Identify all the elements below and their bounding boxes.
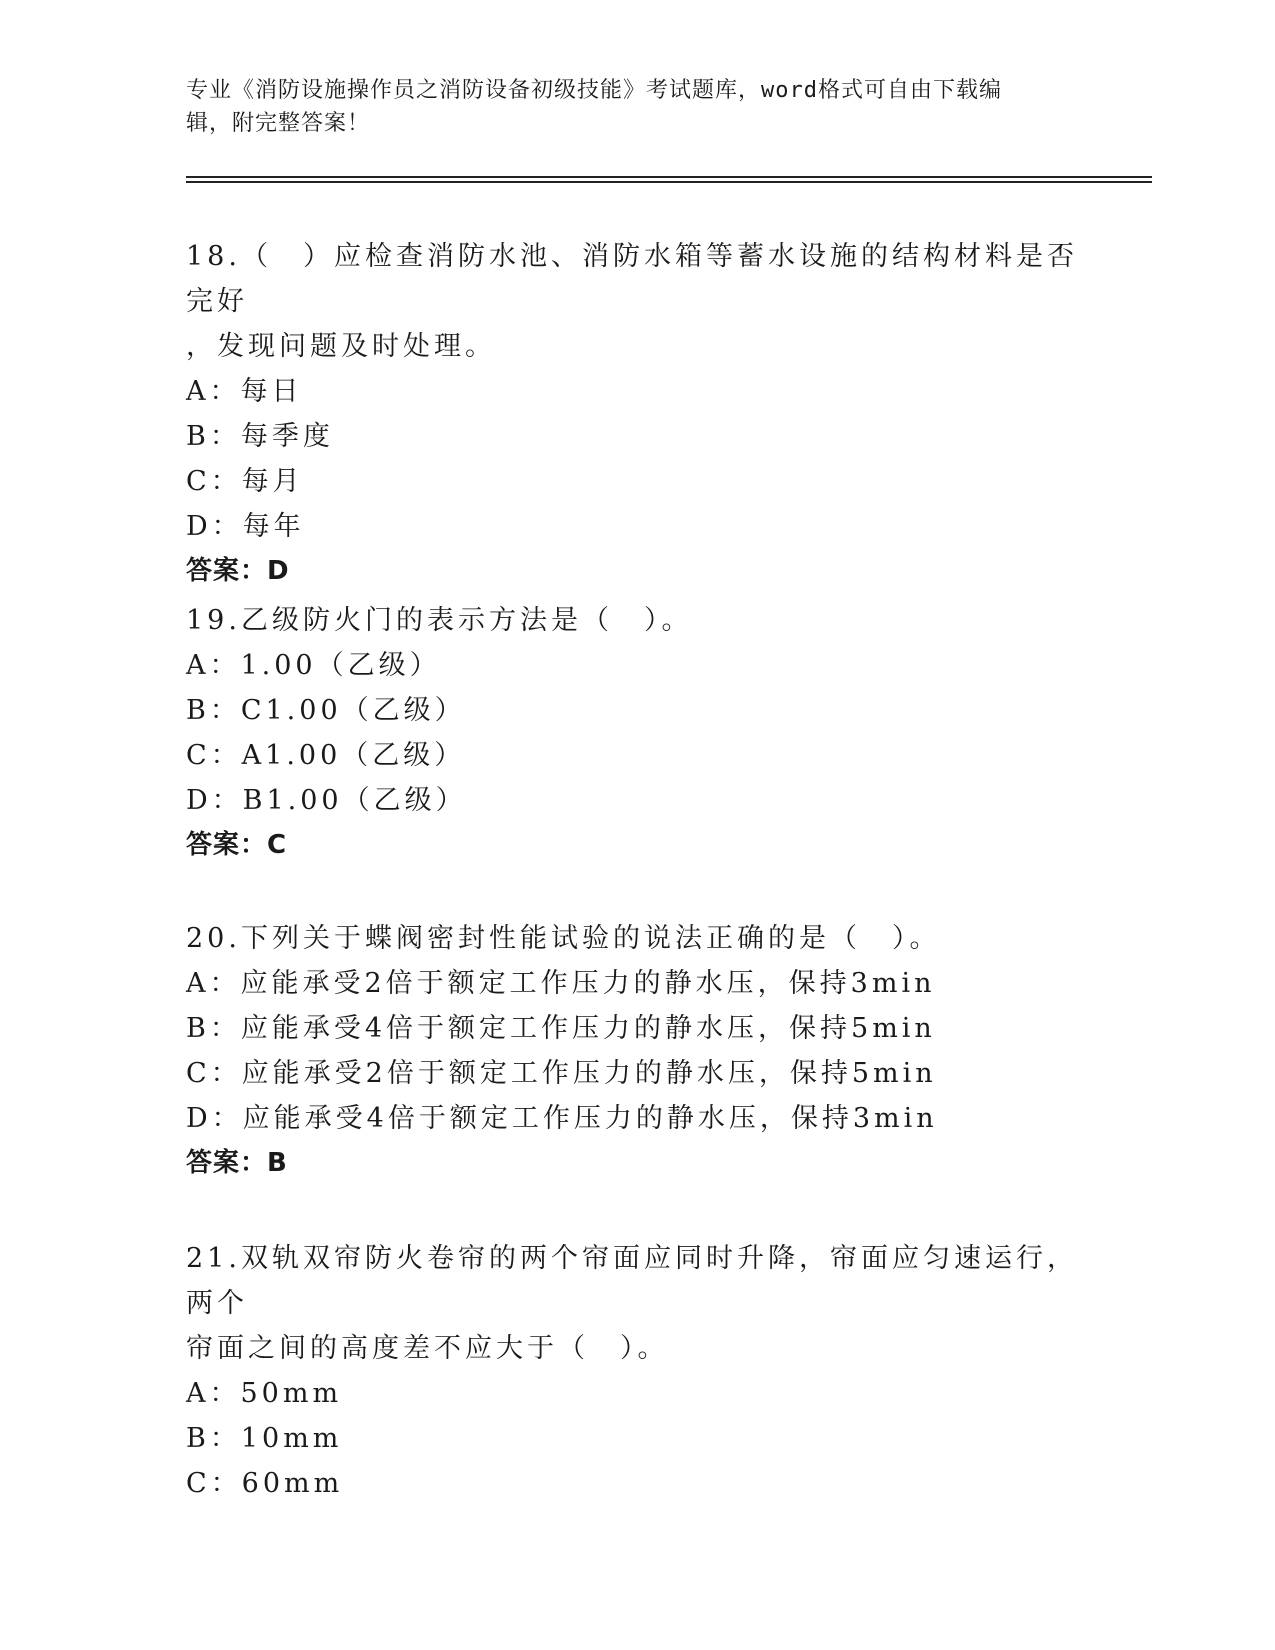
option-d: D：应能承受4倍于额定工作压力的静水压，保持3min	[186, 1103, 938, 1134]
header-divider-top	[186, 176, 1152, 178]
option-c: C：应能承受2倍于额定工作压力的静水压，保持5min	[186, 1058, 937, 1089]
option-d: D：每年	[186, 511, 305, 542]
question-stem-line-1: 19.乙级防火门的表示方法是（ ）。	[186, 605, 693, 636]
header-line-1: 专业《消防设施操作员之消防设备初级技能》考试题库，word格式可自由下载编	[186, 78, 1002, 103]
option-b: B：应能承受4倍于额定工作压力的静水压，保持5min	[186, 1013, 936, 1044]
question-stem-line-2: 帘面之间的高度差不应大于（ ）。	[186, 1333, 669, 1364]
option-b: B：10mm	[186, 1423, 343, 1454]
option-d: D：B1.00（乙级）	[186, 785, 467, 816]
header-divider-bottom	[186, 181, 1152, 183]
answer-text: 答案：C	[186, 830, 288, 860]
option-c: C：每月	[186, 466, 304, 497]
option-b: B：C1.00（乙级）	[186, 695, 466, 726]
header-line-2: 辑，附完整答案！	[186, 111, 371, 136]
question-stem-line-1: 21.双轨双帘防火卷帘的两个帘面应同时升降，帘面应匀速运行，两个	[186, 1243, 1078, 1319]
option-c: C：A1.00（乙级）	[186, 740, 466, 771]
question-stem-line-2: ，发现问题及时处理。	[186, 331, 496, 362]
option-a: A：每日	[186, 376, 303, 407]
question-18	[186, 234, 1086, 594]
document-header	[186, 74, 1076, 140]
option-c: C：60mm	[186, 1468, 344, 1499]
question-stem-line-1: 20.下列关于蝶阀密封性能试验的说法正确的是（ ）。	[186, 923, 941, 954]
answer-text: 答案：B	[186, 1148, 288, 1178]
answer-text: 答案：D	[186, 556, 290, 586]
question-20	[186, 916, 1086, 1186]
option-a: A：50mm	[186, 1378, 343, 1409]
question-19	[186, 598, 1086, 868]
option-b: B：每季度	[186, 421, 334, 452]
option-a: A：应能承受2倍于额定工作压力的静水压，保持3min	[186, 968, 936, 999]
question-stem-line-1: 18.（ ）应检查消防水池、消防水箱等蓄水设施的结构材料是否完好	[186, 241, 1078, 317]
option-a: A：1.00（乙级）	[186, 650, 441, 681]
question-21	[186, 1236, 1086, 1506]
